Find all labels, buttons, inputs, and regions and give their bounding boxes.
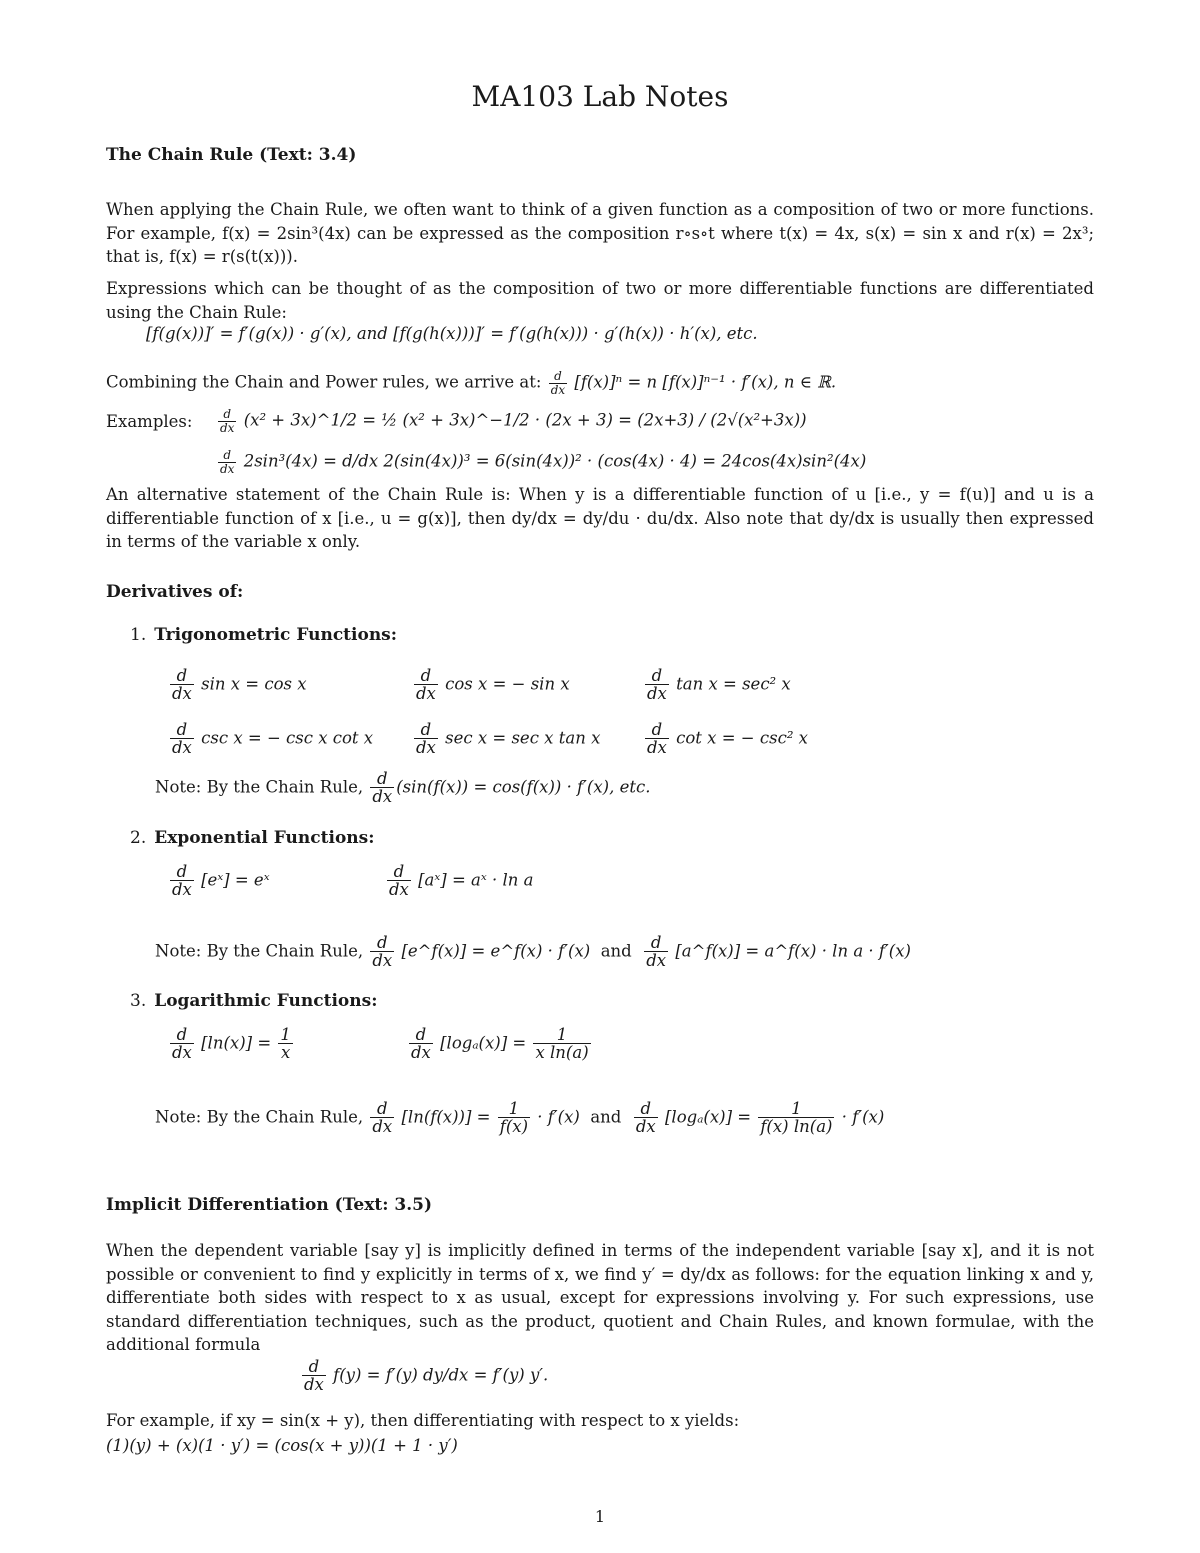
combining-formula: [f(x)]ⁿ = n [f(x)]ⁿ⁻¹ · f′(x), n ∈ ℝ.	[574, 372, 837, 392]
implicit-example: For example, if xy = sin(x + y), then differentiating with respect to x yields:	[106, 1411, 740, 1430]
log-heading-text: Logarithmic Functions:	[154, 991, 378, 1011]
d-dx-fraction: $\frac{d}{dx}$	[220, 407, 235, 435]
trig-deriv-csc	[168, 721, 373, 757]
combining-text: Combining the Chain and Power rules, we arrive at:	[106, 372, 542, 392]
d-dx-fraction: $\frac{d}{dx}$	[416, 720, 436, 758]
trig-note-prefix: Note: By the Chain Rule,	[155, 777, 364, 797]
log-note-formula-2: [logₐ(x)] =	[664, 1107, 752, 1127]
examples-label: Examples:	[106, 412, 193, 431]
trig-cot-formula: cot x = − csc² x	[676, 728, 808, 748]
exp-deriv-e	[168, 863, 270, 899]
example-2	[216, 449, 866, 475]
log-note-and: and	[590, 1107, 622, 1127]
log-deriv-loga	[407, 1026, 593, 1062]
exp-note-and: and	[600, 941, 632, 961]
chain-rule-intro: When applying the Chain Rule, we often want to think of a given function as a composition of two or more functions. For example, f(x) = 2sin³(4x) can be expressed as the composition r∘s∘t where t(x) = 4x, s(x) = sin x and r(x) = 2x³; that is, f(x) = r(s(t(x))).	[106, 200, 1094, 266]
d-dx-fraction: $\frac{d}{dx}$	[389, 862, 409, 900]
exp-number: 2.	[130, 828, 147, 848]
implicit-formula	[300, 1358, 548, 1394]
log-loga-formula: [logₐ(x)] =	[440, 1033, 527, 1053]
trig-deriv-cot	[643, 721, 808, 757]
trig-deriv-tan	[643, 667, 791, 703]
exp-note-formula-1: [e^f(x)] = e^f(x) · f′(x)	[401, 941, 591, 961]
implicit-heading: Implicit Differentiation (Text: 3.5)	[106, 1195, 433, 1215]
d-dx-fraction: $\frac{d}{dx}$	[220, 448, 235, 476]
trig-number: 1.	[130, 625, 147, 645]
exp-heading	[130, 828, 375, 848]
chain-rule-formula: [f(g(x))]′ = f′(g(x)) · g′(x), and [f(g(h(x)))]′ = f′(g(h(x))) · g′(h(x)) · h′(x), etc.	[146, 324, 758, 343]
d-dx-fraction: $\frac{d}{dx}$	[372, 1099, 393, 1137]
page-number: 1	[594, 1507, 606, 1526]
d-dx-fraction: $\frac{d}{dx}$	[647, 720, 667, 758]
d-dx-fraction: $\frac{d}{dx}$	[172, 1025, 192, 1063]
d-dx-fraction: $\frac{d}{dx}$	[304, 1357, 324, 1395]
implicit-body: When the dependent variable [say y] is implicitly defined in terms of the independent variable [say x], and it is not possible or convenient to find y explicitly in terms of x, we find y′ = dy/dx as follows: for the equation linking x and y, differentiate both sides with respect to x as usual, except for expressions involving y. For such expressions, use standard differentiation techniques, such as the product, quotient and Chain Rules, and known formulae, with the additional formula	[106, 1241, 1094, 1354]
log-heading	[130, 991, 377, 1011]
log-note: Note: By the Chain Rule, $\frac{d}{dx}$ [ln(f(x))] = $\frac{1}{f(x)}$ · f′(x) and $\frac{d}{dx}$ [logₐ(x)] = $\frac{1}{f(x) \ln(a)}$ · f′(x)	[155, 1099, 885, 1137]
log-number: 3.	[130, 991, 147, 1011]
trig-deriv-cos	[412, 667, 570, 703]
d-dx-fraction: $\frac{d}{dx}$	[172, 666, 192, 704]
trig-deriv-sin	[168, 667, 307, 703]
trig-sin-formula: sin x = cos x	[201, 674, 307, 694]
trig-heading-text: Trigonometric Functions:	[154, 625, 398, 645]
d-dx-fraction: $\frac{d}{dx}$	[172, 862, 192, 900]
one-over-x-ln-a: $\frac{1}{\text{x ln(a)}}$	[535, 1025, 589, 1063]
log-note-prefix: Note: By the Chain Rule,	[155, 1107, 364, 1127]
d-dx-fraction: $\frac{d}{dx}$	[646, 933, 667, 971]
example-1	[216, 408, 807, 434]
trig-tan-formula: tan x = sec² x	[676, 674, 791, 694]
exp-heading-text: Exponential Functions:	[154, 828, 375, 848]
log-ln-formula: [ln(x)] =	[201, 1033, 272, 1053]
chain-rule-heading: The Chain Rule (Text: 3.4)	[106, 145, 357, 165]
derivatives-heading: Derivatives of:	[106, 582, 244, 602]
trig-csc-formula: csc x = − csc x cot x	[201, 728, 374, 748]
trig-note-formula: (sin(f(x)) = cos(f(x)) · f′(x), etc.	[396, 777, 651, 797]
exp-deriv-a	[385, 863, 533, 899]
exp-a-formula: [aˣ] = aˣ · ln a	[418, 870, 534, 890]
d-dx-fraction: $\frac{d}{dx}$	[372, 769, 393, 807]
trig-sec-formula: sec x = sec x tan x	[445, 728, 601, 748]
trig-deriv-sec	[412, 721, 600, 757]
exp-e-formula: [eˣ] = eˣ	[201, 870, 270, 890]
example-2-formula: 2sin³(4x) = d/dx 2(sin(4x))³ = 6(sin(4x))² · (cos(4x) · 4) = 24cos(4x)sin²(4x)	[243, 451, 867, 471]
trig-cos-formula: cos x = − sin x	[445, 674, 570, 694]
one-over-x: $\frac{1}{x}$	[280, 1025, 291, 1063]
d-dx-fraction: $\frac{d}{dx}$	[550, 369, 566, 397]
example-1-formula: (x² + 3x)^1/2 = ½ (x² + 3x)^−1/2 · (2x + 3) = (2x+3) / (2√(x²+3x))	[243, 410, 807, 430]
d-dx-fraction: $\frac{d}{dx}$	[372, 933, 393, 971]
d-dx-fraction: $\frac{d}{dx}$	[635, 1099, 656, 1137]
d-dx-fraction: $\frac{d}{dx}$	[172, 720, 192, 758]
trig-note	[155, 770, 650, 806]
page-title: MA103 Lab Notes	[471, 80, 729, 113]
trig-heading	[130, 625, 397, 645]
exp-note-formula-2: [a^f(x)] = a^f(x) · ln a · f′(x)	[675, 941, 911, 961]
one-over-fx: $\frac{1}{f(x)}$	[499, 1099, 529, 1137]
log-note-formula-1: [ln(f(x))] =	[401, 1107, 491, 1127]
chain-rule-expressions: Expressions which can be thought of as the composition of two or more differentiable functions are differentiated using the Chain Rule:	[106, 279, 1094, 322]
implicit-formula-text: f(y) = f′(y) dy/dx = f′(y) y′.	[333, 1365, 549, 1385]
d-dx-fraction: $\frac{d}{dx}$	[416, 666, 436, 704]
alternative-statement: An alternative statement of the Chain Rule is: When y is a differentiable function of u [i.e., y = f(u)] and u is a differentiable function of x [i.e., u = g(x)], then dy/dx = dy/du · du/dx. Also note that dy/dx is usually then expressed in terms of the variable x only.	[106, 485, 1094, 551]
exp-note	[155, 934, 911, 970]
one-over-fx-ln-a: $\frac{1}{f(x) \ln(a)}$	[760, 1099, 833, 1137]
exp-note-prefix: Note: By the Chain Rule,	[155, 941, 364, 961]
combining-line	[106, 370, 836, 396]
implicit-example-result: (1)(y) + (x)(1 · y′) = (cos(x + y))(1 + 1 · y′)	[106, 1436, 458, 1455]
d-dx-fraction: $\frac{d}{dx}$	[647, 666, 667, 704]
d-dx-fraction: $\frac{d}{dx}$	[411, 1025, 431, 1063]
log-deriv-ln	[168, 1026, 295, 1062]
